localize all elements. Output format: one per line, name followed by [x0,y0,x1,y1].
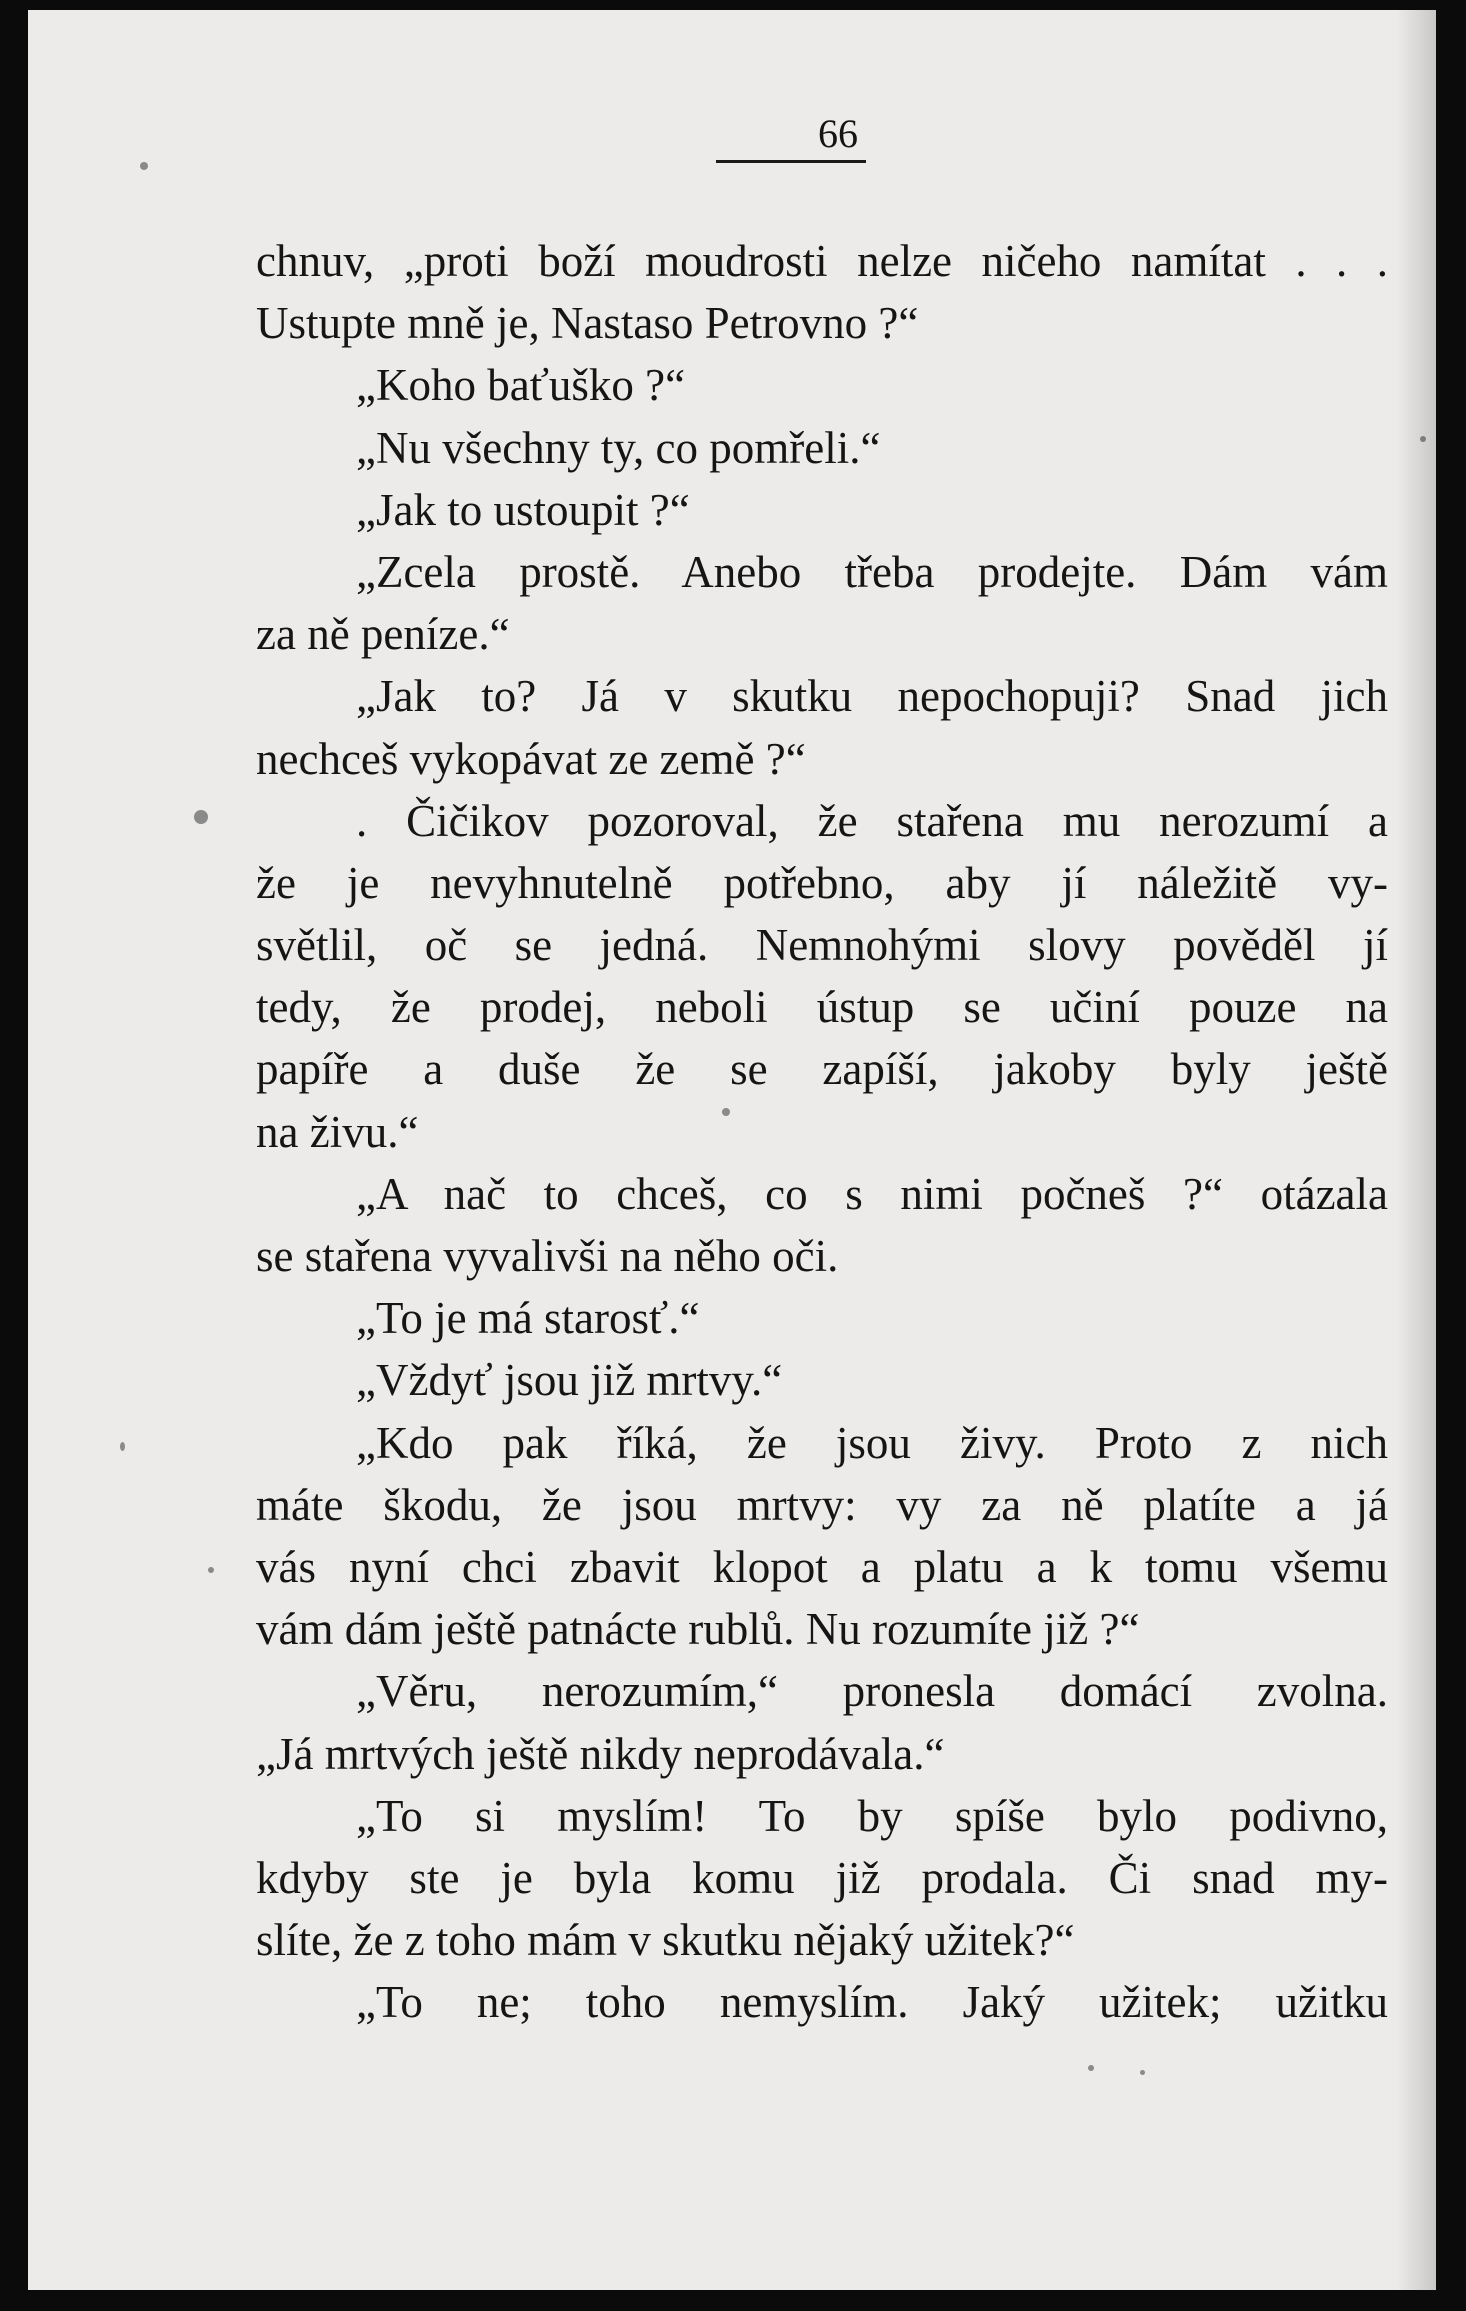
body-text [256,230,1388,2033]
text-line: máte škodu, že jsou mrtvy: vy za ně platíte a já [256,1479,1388,1530]
page-number: 66 [818,111,858,156]
text-line: „Koho baťuško ?“ [356,360,686,411]
text-line: se stařena vyvalivši na něho oči. [256,1231,839,1281]
paper-speck [194,810,208,824]
text-line: „Jak to? Já v skutku nepochopuji? Snad jich [356,671,1388,722]
text-line: vám dám ještě patnácte rublů. Nu rozumíte již ?“ [256,1604,1140,1655]
paper-speck [120,1442,125,1451]
paper-speck [208,1567,214,1573]
paper-speck [722,1108,730,1116]
text-line: za ně peníze.“ [256,609,510,660]
text-line: „A nač to chceš, co s nimi počneš ?“ otázala [356,1168,1388,1219]
text-line: „To ne; toho nemyslím. Jaký užitek; užitku [356,1977,1388,2028]
text-line: slíte, že z toho mám v skutku nějaký užitek?“ [256,1915,1075,1966]
text-line: „Nu všechny ty, co pomřeli.“ [356,422,881,473]
text-line: „Věru, nerozumím,“ pronesla domácí zvolna. [356,1666,1388,1717]
text-line: „Já mrtvých ještě nikdy neprodávala.“ [256,1728,945,1779]
paper-speck [140,162,148,170]
text-line: „To si myslím! To by spíše bylo podivno, [356,1790,1388,1841]
text-line: na živu.“ [256,1106,419,1157]
text-line: tedy, že prodej, neboli ústup se učiní pouze na [256,982,1388,1033]
page-number-rule [716,160,866,163]
text-line: . Čičikov pozoroval, že stařena mu nerozumí a [356,795,1388,846]
text-line: „Zcela prostě. Anebo třeba prodejte. Dám vám [356,546,1388,597]
book-page [28,10,1436,2290]
text-line: chnuv, „proti boží moudrosti nelze ničeho namítat . . . [256,236,1388,286]
text-line: světlil, oč se jedná. Nemnohými slovy pověděl jí [256,920,1388,971]
text-line: vás nyní chci zbavit klopot a platu a k tomu všemu [256,1541,1388,1592]
text-line: že je nevyhnutelně potřebno, aby jí náležitě vy- [256,857,1388,908]
text-line: „Kdo pak říká, že jsou živy. Proto z nich [356,1417,1388,1468]
text-line: kdyby ste je byla komu již prodala. Či snad my- [256,1852,1388,1903]
text-line: Ustupte mně je, Nastaso Petrovno ?“ [256,298,919,349]
paper-speck [1140,2070,1145,2075]
text-line: „Vždyť jsou již mrtvy.“ [356,1355,783,1406]
text-line: „Jak to ustoupit ?“ [356,484,690,535]
text-line: „To je má starosť.“ [356,1293,700,1344]
text-line: papíře a duše že se zapíší, jakoby byly ještě [256,1044,1388,1095]
text-line: nechceš vykopávat ze země ?“ [256,733,806,784]
page-edge-shadow [1396,10,1436,2290]
paper-speck [1088,2065,1094,2071]
